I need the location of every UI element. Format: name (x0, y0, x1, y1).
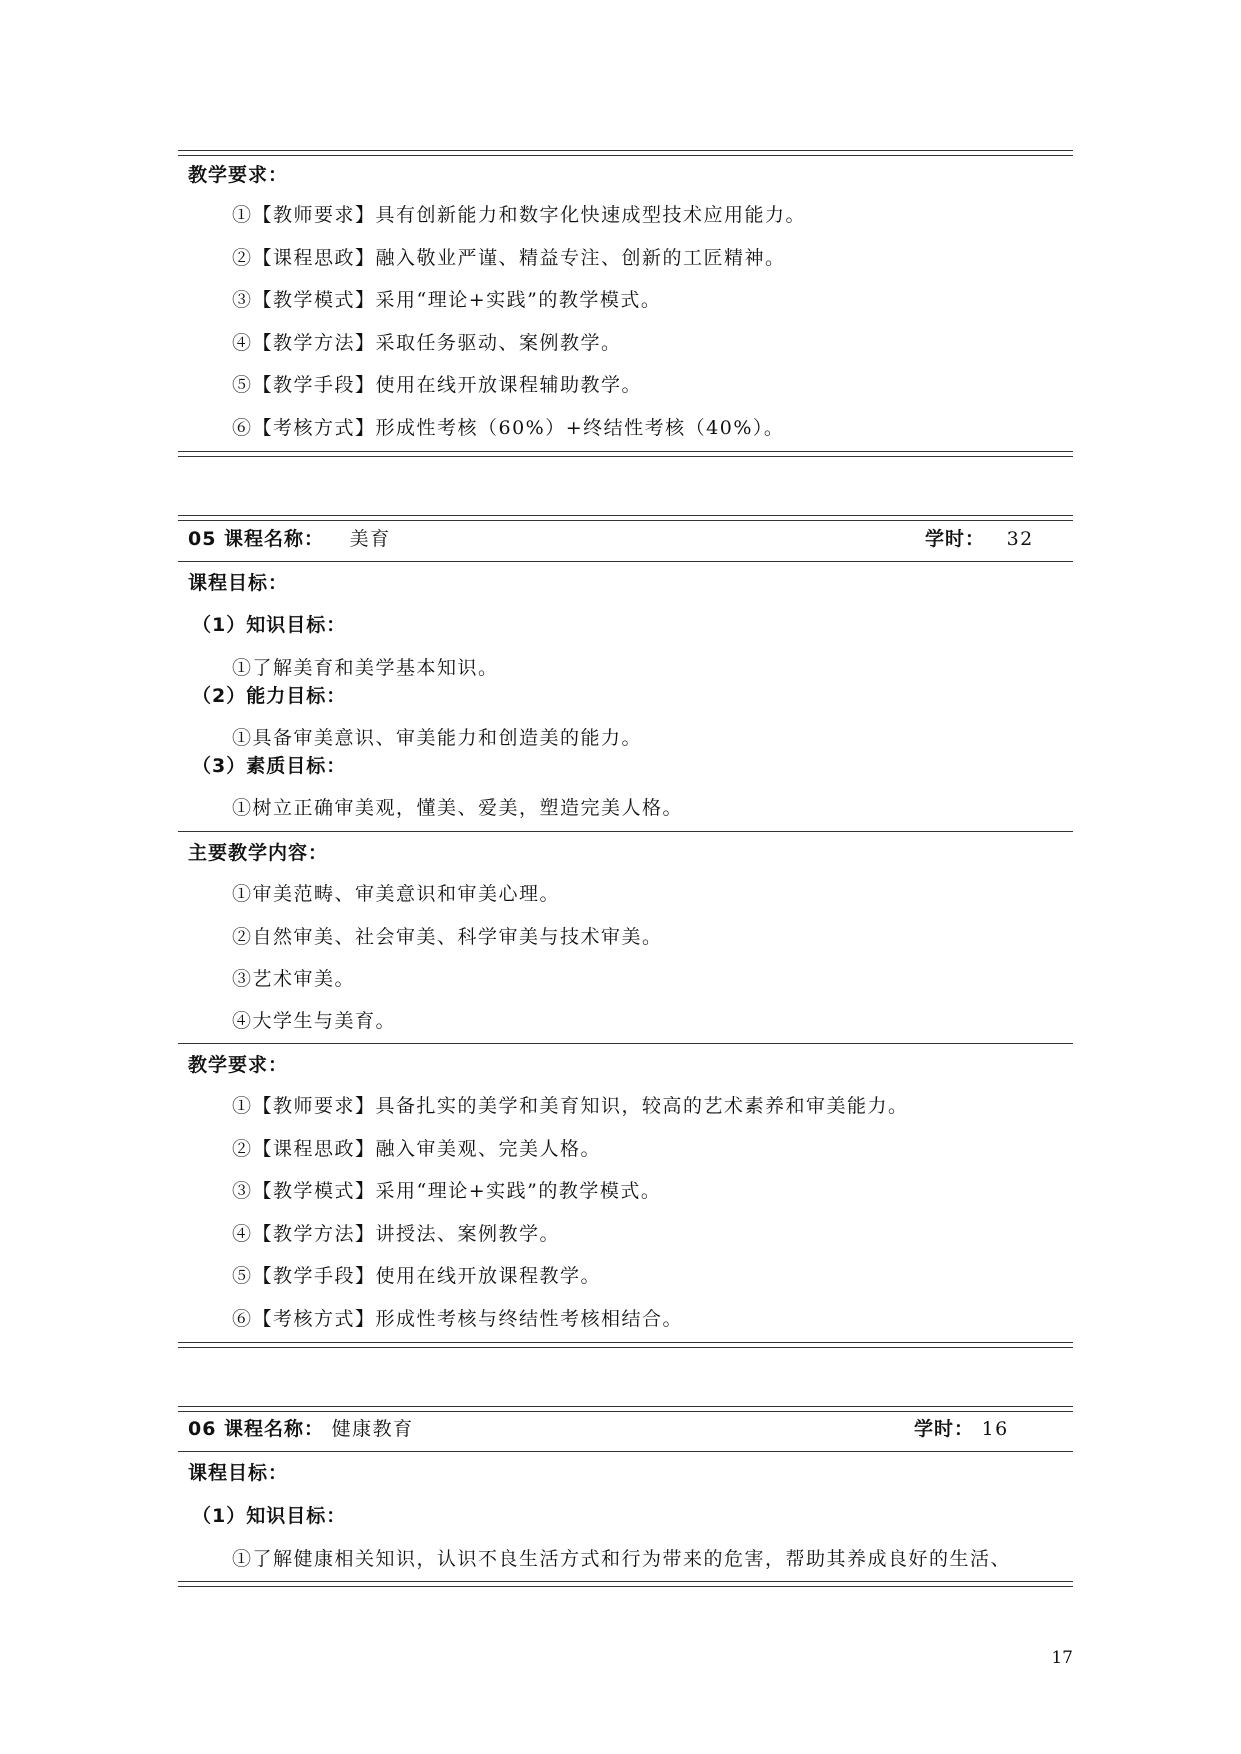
ability-goals-heading: （2）能力目标： (192, 685, 347, 707)
course-hours: 16 (981, 1418, 1009, 1440)
requirement-item: ⑥【考核方式】形成性考核与终结性考核相结合。 (232, 1308, 684, 1330)
main-content-heading: 主要教学内容： (188, 842, 329, 864)
requirement-item: ④【教学方法】采取任务驱动、案例教学。 (232, 332, 622, 354)
course-header-row (188, 524, 391, 551)
table-bottom-border (178, 451, 1073, 457)
requirement-item: ②【课程思政】融入敬业严谨、精益专注、创新的工匠精神。 (232, 247, 786, 269)
requirement-item: ④【教学方法】讲授法、案例教学。 (232, 1223, 561, 1245)
course-hours-label: 学时： (925, 528, 986, 550)
page-number: 17 (1051, 1648, 1073, 1668)
requirement-item: ⑤【教学手段】使用在线开放课程教学。 (232, 1265, 602, 1287)
course-name: 健康教育 (331, 1418, 414, 1440)
requirement-item: ②【课程思政】融入审美观、完美人格。 (232, 1138, 602, 1160)
teaching-requirements-heading: 教学要求： (188, 1054, 289, 1076)
course-goals-heading: 课程目标： (188, 1462, 289, 1484)
content-item: ②自然审美、社会审美、科学审美与技术审美。 (232, 926, 663, 948)
table-bottom-border (178, 1342, 1073, 1348)
row-divider (178, 1451, 1073, 1452)
course-hours: 32 (1006, 528, 1034, 550)
course-hours-row (925, 524, 1034, 551)
course-hours-label: 学时： (914, 1418, 975, 1440)
course-hours-row (914, 1414, 1009, 1441)
course-name-label: 05 课程名称： (188, 528, 325, 550)
content-item: ③艺术审美。 (232, 968, 356, 990)
requirement-item: ⑤【教学手段】使用在线开放课程辅助教学。 (232, 374, 643, 396)
knowledge-goals-heading: （1）知识目标： (192, 614, 347, 636)
row-divider (178, 561, 1073, 562)
content-item: ④大学生与美育。 (232, 1010, 397, 1032)
course-goals-heading: 课程目标： (188, 572, 289, 594)
requirement-item: ③【教学模式】采用“理论+实践”的教学模式。 (232, 1180, 662, 1202)
requirement-item: ①【教师要求】具备扎实的美学和美育知识，较高的艺术素养和审美能力。 (232, 1095, 909, 1117)
requirement-item: ①【教师要求】具有创新能力和数字化快速成型技术应用能力。 (232, 204, 807, 226)
table-top-border (178, 1406, 1073, 1412)
teaching-requirements-heading: 教学要求： (188, 164, 289, 186)
row-divider (178, 831, 1073, 832)
quality-goal-item: ①树立正确审美观，懂美、爱美，塑造完美人格。 (232, 797, 684, 819)
course-name-label: 06 课程名称： (188, 1418, 325, 1440)
knowledge-goals-heading: （1）知识目标： (192, 1505, 347, 1527)
row-divider (178, 1043, 1073, 1044)
knowledge-goal-item: ①了解健康相关知识，认识不良生活方式和行为带来的危害，帮助其养成良好的生活、 (232, 1548, 1012, 1570)
quality-goals-heading: （3）素质目标： (192, 755, 347, 777)
course-header-row (188, 1414, 414, 1441)
course-name: 美育 (349, 528, 391, 550)
table-bottom-border (178, 1581, 1073, 1587)
requirement-item: ③【教学模式】采用“理论+实践”的教学模式。 (232, 289, 662, 311)
content-item: ①审美范畴、审美意识和审美心理。 (232, 883, 561, 905)
table-top-border (178, 515, 1073, 521)
ability-goal-item: ①具备审美意识、审美能力和创造美的能力。 (232, 727, 643, 749)
knowledge-goal-item: ①了解美育和美学基本知识。 (232, 657, 499, 679)
table-top-border (178, 150, 1073, 156)
requirement-item: ⑥【考核方式】形成性考核（60%）+终结性考核（40%）。 (232, 417, 785, 439)
